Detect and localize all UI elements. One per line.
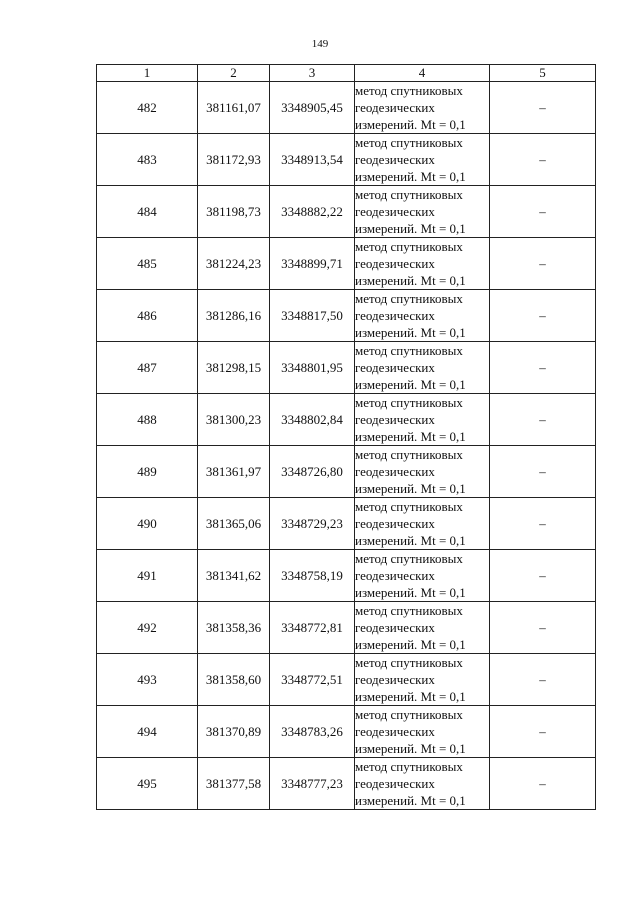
note-cell: –	[490, 238, 596, 290]
method-cell	[355, 290, 490, 342]
method-line: метод спутниковых	[355, 395, 463, 410]
y-coordinate-cell: 3348758,19	[270, 550, 355, 602]
note-cell: –	[490, 758, 596, 810]
method-cell	[355, 394, 490, 446]
y-coordinate-cell: 3348899,71	[270, 238, 355, 290]
y-coordinate-cell: 3348783,26	[270, 706, 355, 758]
method-line: измерений. Mt = 0,1	[355, 741, 466, 756]
method-line: геодезических	[355, 464, 435, 479]
x-coordinate-cell: 381361,97	[198, 446, 270, 498]
point-number-cell: 494	[97, 706, 198, 758]
method-line: измерений. Mt = 0,1	[355, 169, 466, 184]
y-coordinate-cell: 3348777,23	[270, 758, 355, 810]
method-cell	[355, 602, 490, 654]
y-coordinate-cell: 3348802,84	[270, 394, 355, 446]
x-coordinate-cell: 381341,62	[198, 550, 270, 602]
method-line: метод спутниковых	[355, 187, 463, 202]
method-line: геодезических	[355, 724, 435, 739]
method-line: измерений. Mt = 0,1	[355, 637, 466, 652]
note-cell: –	[490, 706, 596, 758]
method-line: метод спутниковых	[355, 499, 463, 514]
method-line: геодезических	[355, 672, 435, 687]
table-row	[97, 394, 596, 446]
table-row	[97, 758, 596, 810]
y-coordinate-cell: 3348801,95	[270, 342, 355, 394]
column-header: 3	[270, 65, 355, 82]
method-line: метод спутниковых	[355, 603, 463, 618]
method-line: измерений. Mt = 0,1	[355, 481, 466, 496]
method-line: геодезических	[355, 776, 435, 791]
note-cell: –	[490, 134, 596, 186]
method-line: измерений. Mt = 0,1	[355, 429, 466, 444]
y-coordinate-cell: 3348772,51	[270, 654, 355, 706]
x-coordinate-cell: 381172,93	[198, 134, 270, 186]
note-cell: –	[490, 446, 596, 498]
method-line: метод спутниковых	[355, 83, 463, 98]
method-line: геодезических	[355, 204, 435, 219]
method-line: измерений. Mt = 0,1	[355, 325, 466, 340]
point-number-cell: 483	[97, 134, 198, 186]
point-number-cell: 482	[97, 82, 198, 134]
method-cell	[355, 82, 490, 134]
method-cell	[355, 498, 490, 550]
table-row	[97, 498, 596, 550]
point-number-cell: 484	[97, 186, 198, 238]
table-row	[97, 446, 596, 498]
method-cell	[355, 654, 490, 706]
x-coordinate-cell: 381300,23	[198, 394, 270, 446]
method-line: метод спутниковых	[355, 291, 463, 306]
y-coordinate-cell: 3348882,22	[270, 186, 355, 238]
note-cell: –	[490, 550, 596, 602]
column-header: 5	[490, 65, 596, 82]
method-line: геодезических	[355, 308, 435, 323]
table-row	[97, 342, 596, 394]
table-row	[97, 706, 596, 758]
table-row	[97, 550, 596, 602]
point-number-cell: 489	[97, 446, 198, 498]
method-line: измерений. Mt = 0,1	[355, 533, 466, 548]
table-row	[97, 82, 596, 134]
method-cell	[355, 238, 490, 290]
column-header: 1	[97, 65, 198, 82]
method-line: геодезических	[355, 568, 435, 583]
method-cell	[355, 446, 490, 498]
method-line: геодезических	[355, 620, 435, 635]
method-line: измерений. Mt = 0,1	[355, 585, 466, 600]
point-number-cell: 488	[97, 394, 198, 446]
x-coordinate-cell: 381198,73	[198, 186, 270, 238]
table-row	[97, 238, 596, 290]
method-line: метод спутниковых	[355, 447, 463, 462]
table-body	[97, 82, 596, 810]
method-line: метод спутниковых	[355, 343, 463, 358]
y-coordinate-cell: 3348726,80	[270, 446, 355, 498]
method-line: геодезических	[355, 100, 435, 115]
point-number-cell: 492	[97, 602, 198, 654]
point-number-cell: 491	[97, 550, 198, 602]
method-line: геодезических	[355, 412, 435, 427]
table-row	[97, 602, 596, 654]
x-coordinate-cell: 381298,15	[198, 342, 270, 394]
table-row	[97, 654, 596, 706]
table-row	[97, 186, 596, 238]
method-line: измерений. Mt = 0,1	[355, 689, 466, 704]
note-cell: –	[490, 290, 596, 342]
method-line: метод спутниковых	[355, 655, 463, 670]
y-coordinate-cell: 3348905,45	[270, 82, 355, 134]
point-number-cell: 493	[97, 654, 198, 706]
method-cell	[355, 186, 490, 238]
method-line: измерений. Mt = 0,1	[355, 273, 466, 288]
x-coordinate-cell: 381358,60	[198, 654, 270, 706]
method-cell	[355, 134, 490, 186]
method-line: метод спутниковых	[355, 759, 463, 774]
method-line: метод спутниковых	[355, 707, 463, 722]
method-line: метод спутниковых	[355, 239, 463, 254]
x-coordinate-cell: 381286,16	[198, 290, 270, 342]
point-number-cell: 487	[97, 342, 198, 394]
note-cell: –	[490, 602, 596, 654]
y-coordinate-cell: 3348729,23	[270, 498, 355, 550]
point-number-cell: 485	[97, 238, 198, 290]
y-coordinate-cell: 3348817,50	[270, 290, 355, 342]
x-coordinate-cell: 381358,36	[198, 602, 270, 654]
table-row	[97, 134, 596, 186]
y-coordinate-cell: 3348913,54	[270, 134, 355, 186]
method-line: измерений. Mt = 0,1	[355, 793, 466, 808]
method-line: геодезических	[355, 516, 435, 531]
column-header: 2	[198, 65, 270, 82]
coordinates-table	[96, 64, 596, 810]
table-row	[97, 290, 596, 342]
note-cell: –	[490, 82, 596, 134]
note-cell: –	[490, 394, 596, 446]
point-number-cell: 495	[97, 758, 198, 810]
method-line: метод спутниковых	[355, 135, 463, 150]
x-coordinate-cell: 381161,07	[198, 82, 270, 134]
table-header-row	[97, 65, 596, 82]
method-line: геодезических	[355, 360, 435, 375]
x-coordinate-cell: 381224,23	[198, 238, 270, 290]
method-cell	[355, 342, 490, 394]
method-cell	[355, 706, 490, 758]
x-coordinate-cell: 381365,06	[198, 498, 270, 550]
method-line: измерений. Mt = 0,1	[355, 377, 466, 392]
note-cell: –	[490, 342, 596, 394]
method-line: геодезических	[355, 152, 435, 167]
method-line: измерений. Mt = 0,1	[355, 221, 466, 236]
x-coordinate-cell: 381370,89	[198, 706, 270, 758]
method-cell	[355, 758, 490, 810]
note-cell: –	[490, 186, 596, 238]
point-number-cell: 490	[97, 498, 198, 550]
x-coordinate-cell: 381377,58	[198, 758, 270, 810]
note-cell: –	[490, 654, 596, 706]
point-number-cell: 486	[97, 290, 198, 342]
column-header: 4	[355, 65, 490, 82]
y-coordinate-cell: 3348772,81	[270, 602, 355, 654]
method-line: измерений. Mt = 0,1	[355, 117, 466, 132]
method-line: геодезических	[355, 256, 435, 271]
method-line: метод спутниковых	[355, 551, 463, 566]
method-cell	[355, 550, 490, 602]
page-number: 149	[311, 38, 329, 50]
note-cell: –	[490, 498, 596, 550]
